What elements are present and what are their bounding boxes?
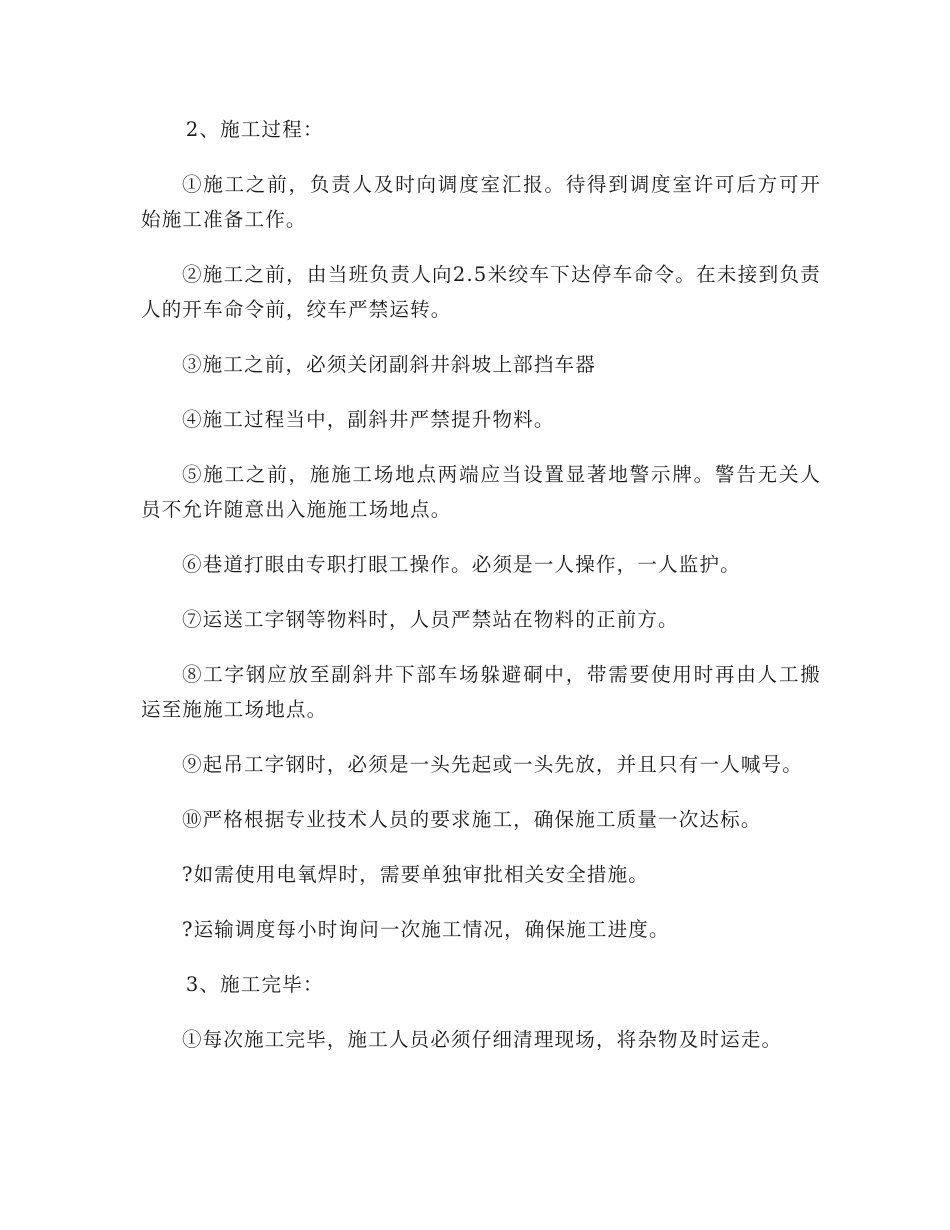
section-heading: 2、施工过程：	[185, 118, 324, 141]
list-item: ⑩严格根据专业技术人员的要求施工，确保施工质量一次达标。	[181, 808, 762, 831]
list-item: ?运输调度每小时询问一次施工情况，确保施工进度。	[181, 918, 670, 941]
list-item: ③施工之前，必须关闭副斜井斜坡上部挡车器	[181, 353, 596, 376]
document-page	[141, 112, 821, 1077]
section-heading: 3、施工完毕：	[185, 973, 324, 996]
list-item: ⑤施工之前，施施工场地点两端应当设置显著地警示牌。警告无关人员不允许随意出入施施工场地点。	[141, 463, 821, 521]
list-item: ①每次施工完毕，施工人员必须仔细清理现场，将杂物及时运走。	[181, 1028, 783, 1051]
list-item: ⑥巷道打眼由专职打眼工操作。必须是一人操作，一人监护。	[181, 553, 741, 576]
list-item: ②施工之前，由当班负责人向2.5米绞车下达停车命令。在未接到负责人的开车命令前，绞车严禁运转。	[141, 263, 821, 321]
list-item: ①施工之前，负责人及时向调度室汇报。待得到调度室许可后方可开始施工准备工作。	[141, 173, 821, 231]
list-item: ?如需使用电氧焊时，需要单独审批相关安全措施。	[181, 863, 649, 886]
list-item: ⑨起吊工字钢时，必须是一头先起或一头先放，并且只有一人喊号。	[181, 753, 803, 776]
list-item: ④施工过程当中，副斜井严禁提升物料。	[181, 408, 555, 431]
list-item: ⑦运送工字钢等物料时，人员严禁站在物料的正前方。	[181, 608, 679, 631]
list-item: ⑧工字钢应放至副斜井下部车场躲避硐中，带需要使用时再由人工搬运至施施工场地点。	[141, 663, 821, 721]
